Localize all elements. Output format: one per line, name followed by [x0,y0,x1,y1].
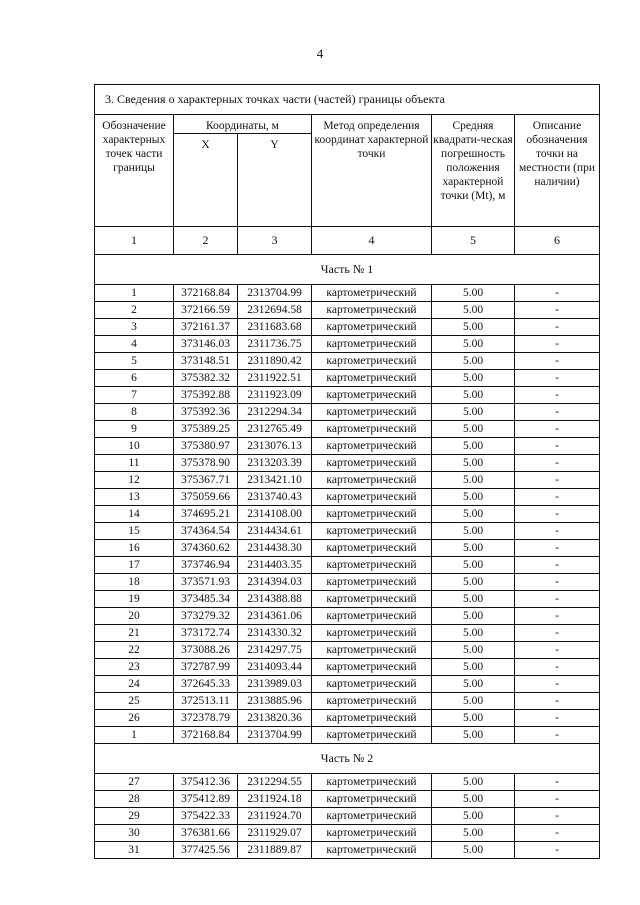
point-number: 11 [95,455,174,472]
description: - [515,523,600,540]
point-number: 15 [95,523,174,540]
point-number: 16 [95,540,174,557]
coord-x: 375059.66 [174,489,238,506]
description: - [515,791,600,808]
error-value: 5.00 [432,727,515,744]
coord-x: 373485.34 [174,591,238,608]
error-value: 5.00 [432,774,515,791]
table-row [95,727,600,744]
error-value: 5.00 [432,574,515,591]
column-numbers-row [95,227,600,255]
point-number: 20 [95,608,174,625]
description: - [515,472,600,489]
method: картометрический [312,693,432,710]
description: - [515,693,600,710]
method: картометрический [312,472,432,489]
coord-x: 375392.88 [174,387,238,404]
method: картометрический [312,591,432,608]
table-row [95,319,600,336]
table-row [95,302,600,319]
method: картометрический [312,421,432,438]
coord-x: 375380.97 [174,438,238,455]
error-value: 5.00 [432,825,515,842]
table-row [95,370,600,387]
part-header-row [95,744,600,774]
method: картометрический [312,710,432,727]
description: - [515,659,600,676]
part-title: Часть № 2 [95,744,600,774]
point-number: 30 [95,825,174,842]
point-number: 26 [95,710,174,727]
coord-y: 2314108.00 [238,506,312,523]
point-number: 10 [95,438,174,455]
table-row [95,625,600,642]
description: - [515,727,600,744]
coord-y: 2312294.55 [238,774,312,791]
description: - [515,625,600,642]
description: - [515,370,600,387]
point-number: 13 [95,489,174,506]
coord-y: 2314388.88 [238,591,312,608]
column-number: 4 [312,227,432,255]
error-value: 5.00 [432,455,515,472]
boundary-points-table-wrapper [94,84,599,859]
column-number: 3 [238,227,312,255]
table-row [95,438,600,455]
table-row [95,387,600,404]
table-row [95,791,600,808]
coord-x: 375422.33 [174,808,238,825]
coord-y: 2311922.51 [238,370,312,387]
point-number: 19 [95,591,174,608]
coord-x: 373279.32 [174,608,238,625]
description: - [515,336,600,353]
coord-x: 375392.36 [174,404,238,421]
table-row [95,825,600,842]
coord-x: 373146.03 [174,336,238,353]
point-number: 1 [95,285,174,302]
column-number: 1 [95,227,174,255]
table-row [95,285,600,302]
coord-y: 2314434.61 [238,523,312,540]
part-title: Часть № 1 [95,255,600,285]
coord-x: 372168.84 [174,285,238,302]
page-number: 4 [316,46,324,61]
error-value: 5.00 [432,353,515,370]
table-row [95,710,600,727]
column-number: 5 [432,227,515,255]
method: картометрический [312,404,432,421]
table-row [95,455,600,472]
coord-x: 376381.66 [174,825,238,842]
coord-y: 2311923.09 [238,387,312,404]
table-row [95,336,600,353]
error-value: 5.00 [432,523,515,540]
coord-x: 374360.62 [174,540,238,557]
method: картометрический [312,523,432,540]
point-number: 24 [95,676,174,693]
part-header-row [95,255,600,285]
description: - [515,557,600,574]
description: - [515,642,600,659]
table-row [95,557,600,574]
table-row [95,808,600,825]
point-number: 14 [95,506,174,523]
header-description: Описание обозначения точки на местности (при наличии) [515,115,600,227]
point-number: 27 [95,774,174,791]
error-value: 5.00 [432,625,515,642]
coord-y: 2313989.03 [238,676,312,693]
coord-x: 372168.84 [174,727,238,744]
point-number: 2 [95,302,174,319]
method: картометрический [312,659,432,676]
method: картометрический [312,842,432,859]
coord-x: 373088.26 [174,642,238,659]
point-number: 31 [95,842,174,859]
coord-y: 2312694.58 [238,302,312,319]
description: - [515,353,600,370]
coord-y: 2314330.32 [238,625,312,642]
error-value: 5.00 [432,791,515,808]
description: - [515,842,600,859]
coord-x: 375412.36 [174,774,238,791]
point-number: 8 [95,404,174,421]
coord-y: 2311924.70 [238,808,312,825]
coord-y: 2311736.75 [238,336,312,353]
error-value: 5.00 [432,387,515,404]
table-row [95,523,600,540]
method: картометрический [312,825,432,842]
point-number: 12 [95,472,174,489]
coord-x: 372161.37 [174,319,238,336]
table-row [95,353,600,370]
point-number: 7 [95,387,174,404]
method: картометрический [312,336,432,353]
coord-x: 375367.71 [174,472,238,489]
error-value: 5.00 [432,540,515,557]
error-value: 5.00 [432,642,515,659]
coord-y: 2311683.68 [238,319,312,336]
method: картометрический [312,625,432,642]
description: - [515,825,600,842]
table-row [95,642,600,659]
error-value: 5.00 [432,842,515,859]
description: - [515,676,600,693]
coord-y: 2314093.44 [238,659,312,676]
description: - [515,302,600,319]
error-value: 5.00 [432,710,515,727]
table-row [95,540,600,557]
header-error: Средняя квадрати-ческая погрешность положения характерной точки (Mt), м [432,115,515,227]
column-number: 6 [515,227,600,255]
method: картометрический [312,506,432,523]
coord-y: 2313203.39 [238,455,312,472]
method: картометрический [312,808,432,825]
coord-y: 2313740.43 [238,489,312,506]
boundary-points-table [94,84,600,859]
coord-x: 377425.56 [174,842,238,859]
method: картометрический [312,574,432,591]
point-number: 9 [95,421,174,438]
description: - [515,574,600,591]
description: - [515,608,600,625]
coord-y: 2313704.99 [238,727,312,744]
error-value: 5.00 [432,302,515,319]
table-row [95,489,600,506]
table-row [95,842,600,859]
point-number: 18 [95,574,174,591]
description: - [515,506,600,523]
error-value: 5.00 [432,438,515,455]
coord-x: 373172.74 [174,625,238,642]
table-row [95,774,600,791]
description: - [515,710,600,727]
coord-x: 374364.54 [174,523,238,540]
method: картометрический [312,642,432,659]
error-value: 5.00 [432,506,515,523]
coord-x: 373148.51 [174,353,238,370]
error-value: 5.00 [432,489,515,506]
error-value: 5.00 [432,659,515,676]
method: картометрический [312,557,432,574]
table-row [95,591,600,608]
coord-y: 2311929.07 [238,825,312,842]
point-number: 1 [95,727,174,744]
method: картометрический [312,319,432,336]
error-value: 5.00 [432,693,515,710]
coord-y: 2313704.99 [238,285,312,302]
point-number: 29 [95,808,174,825]
method: картометрический [312,791,432,808]
coord-y: 2313820.36 [238,710,312,727]
error-value: 5.00 [432,370,515,387]
method: картометрический [312,455,432,472]
coord-y: 2313421.10 [238,472,312,489]
table-row [95,608,600,625]
error-value: 5.00 [432,404,515,421]
coord-y: 2314361.06 [238,608,312,625]
point-number: 5 [95,353,174,370]
coord-y: 2312294.34 [238,404,312,421]
error-value: 5.00 [432,472,515,489]
error-value: 5.00 [432,421,515,438]
description: - [515,421,600,438]
coord-x: 372787.99 [174,659,238,676]
error-value: 5.00 [432,557,515,574]
table-row [95,472,600,489]
header-coordinates: Координаты, м [174,115,312,134]
point-number: 25 [95,693,174,710]
header-point: Обозначение характерных точек части границы [95,115,174,227]
coord-y: 2311890.42 [238,353,312,370]
table-row [95,421,600,438]
coord-y: 2312765.49 [238,421,312,438]
error-value: 5.00 [432,808,515,825]
table-row [95,404,600,421]
coord-y: 2314438.30 [238,540,312,557]
method: картометрический [312,540,432,557]
table-row [95,693,600,710]
description: - [515,387,600,404]
method: картометрический [312,489,432,506]
description: - [515,455,600,472]
table-row [95,659,600,676]
method: картометрический [312,370,432,387]
point-number: 21 [95,625,174,642]
description: - [515,774,600,791]
description: - [515,489,600,506]
description: - [515,285,600,302]
coord-x: 375382.32 [174,370,238,387]
coord-x: 372513.11 [174,693,238,710]
table-row [95,676,600,693]
coord-y: 2313076.13 [238,438,312,455]
method: картометрический [312,438,432,455]
point-number: 3 [95,319,174,336]
coord-x: 372645.33 [174,676,238,693]
coord-x: 373746.94 [174,557,238,574]
method: картометрический [312,387,432,404]
coord-x: 375412.89 [174,791,238,808]
point-number: 23 [95,659,174,676]
header-x: X [174,134,238,227]
coord-y: 2311889.87 [238,842,312,859]
header-y: Y [238,134,312,227]
error-value: 5.00 [432,676,515,693]
coord-x: 372378.79 [174,710,238,727]
error-value: 5.00 [432,336,515,353]
error-value: 5.00 [432,608,515,625]
coord-y: 2314394.03 [238,574,312,591]
header-method: Метод определения координат характерной точки [312,115,432,227]
error-value: 5.00 [432,285,515,302]
coord-y: 2311924.18 [238,791,312,808]
table-row [95,506,600,523]
coord-y: 2314297.75 [238,642,312,659]
description: - [515,438,600,455]
description: - [515,591,600,608]
column-number: 2 [174,227,238,255]
table-title: 3. Сведения о характерных точках части (частей) границы объекта [95,85,600,115]
coord-x: 373571.93 [174,574,238,591]
coord-x: 375378.90 [174,455,238,472]
point-number: 28 [95,791,174,808]
method: картометрический [312,285,432,302]
description: - [515,540,600,557]
method: картометрический [312,608,432,625]
point-number: 17 [95,557,174,574]
coord-y: 2313885.96 [238,693,312,710]
point-number: 4 [95,336,174,353]
description: - [515,319,600,336]
description: - [515,808,600,825]
error-value: 5.00 [432,319,515,336]
method: картометрический [312,302,432,319]
point-number: 6 [95,370,174,387]
method: картометрический [312,727,432,744]
coord-x: 375389.25 [174,421,238,438]
method: картометрический [312,353,432,370]
method: картометрический [312,774,432,791]
coord-y: 2314403.35 [238,557,312,574]
method: картометрический [312,676,432,693]
coord-x: 374695.21 [174,506,238,523]
point-number: 22 [95,642,174,659]
error-value: 5.00 [432,591,515,608]
coord-x: 372166.59 [174,302,238,319]
table-row [95,574,600,591]
description: - [515,404,600,421]
